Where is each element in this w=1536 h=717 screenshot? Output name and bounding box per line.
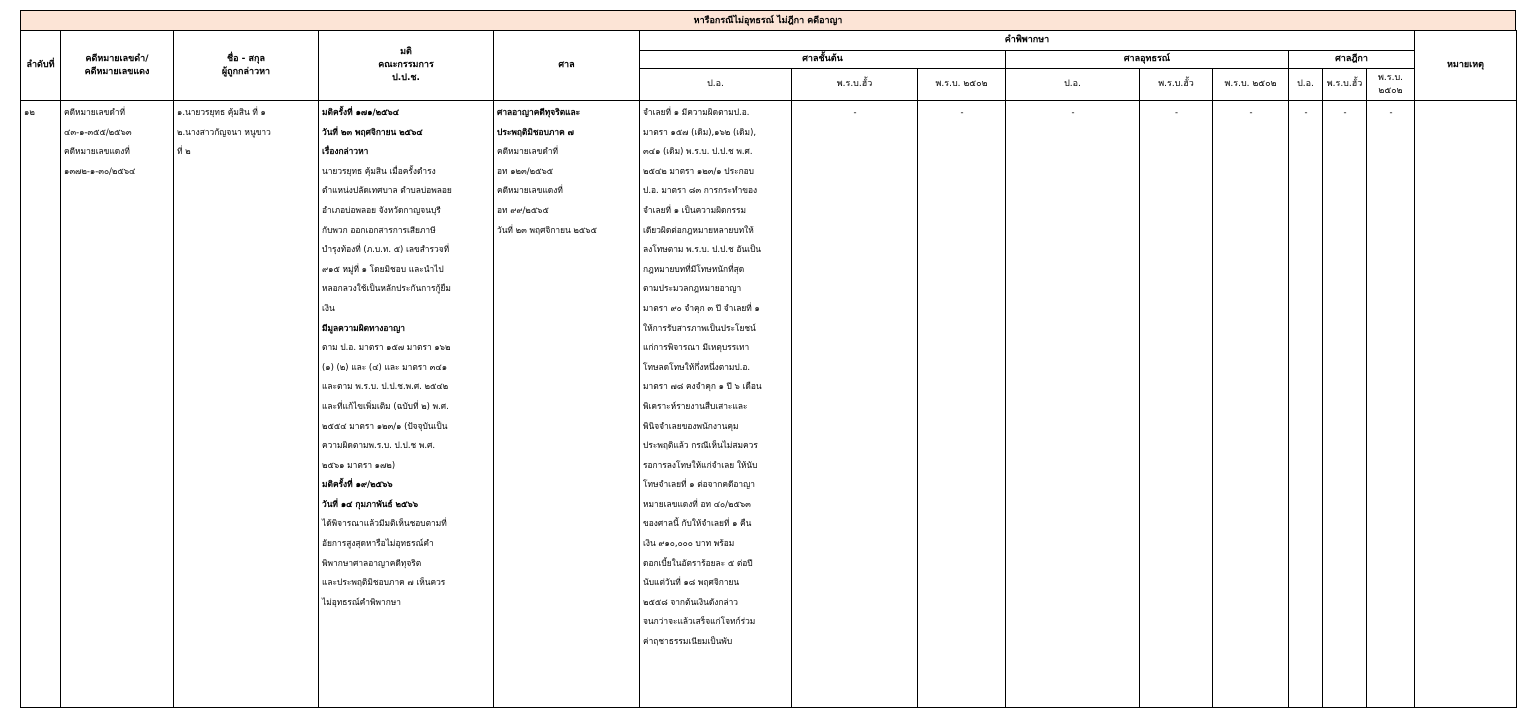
judgment-text-line: พิเคราะห์รายงานสืบเสาะและ — [643, 400, 748, 411]
judgment-text-line: ค่าฤชาธรรมเนียมเป็นพับ — [643, 636, 733, 647]
sheet-title: หารือกรณีไม่อุทธรณ์ ไม่ฎีกา คดีอาญา — [20, 10, 1516, 30]
judgment-text-line: มาตรา ๗๘ คงจำคุก ๑ ปี ๖ เดือน — [643, 381, 762, 392]
resolution-text-line: ไม่อุทธรณ์คำพิพากษา — [322, 596, 402, 607]
resolution-text-line: ๒๕๕๔ มาตรา ๑๒๓/๑ (ปัจจุบันเป็น — [322, 420, 448, 431]
judgment-text-line: โทษลดโทษให้กึ่งหนึ่งตามป.อ. — [643, 361, 751, 372]
resolution-text-line: มติครั้งที่ ๑๙/๒๕๖๖ — [322, 479, 393, 490]
judgment-text-line: ๒๕๕๘ จากต้นเงินดังกล่าว — [643, 596, 738, 607]
resolution-text-line: กับพวก ออกเอกสารการเสียภาษี — [322, 224, 436, 235]
cell-seq: ๑๒ — [21, 101, 61, 708]
judgment-text-line: ตามประมวลกฎหมายอาญา — [643, 283, 742, 294]
resolution-text-line: ๙๑๕ หมู่ที่ ๑ โดยมิชอบ และนำไป — [322, 263, 444, 274]
court-text-line: วันที่ ๒๓ พฤศจิกายน ๒๕๖๕ — [497, 224, 597, 235]
judgment-text-line: โทษจำเลยที่ ๑ ต่อจากคดีอาญา — [643, 479, 755, 490]
cell-appeal-pa: - — [1006, 101, 1140, 708]
judgment-text-line: ให้การรับสารภาพเป็นประโยชน์ — [643, 322, 756, 333]
header-case-no: คดีหมายเลขดำ/ คดีหมายเลขแดง — [61, 31, 174, 101]
court-text-line: คดีหมายเลขดำที่ — [497, 146, 559, 157]
judgment-text-line: เงิน ๙๑๐,๐๐๐ บาท พร้อม — [643, 538, 735, 549]
judgment-text-line: ลงโทษตาม พ.ร.บ. ป.ป.ช อันเป็น — [643, 244, 762, 255]
judgment-text-line: ดอกเบี้ยในอัตราร้อยละ ๕ ต่อปี — [643, 557, 753, 568]
resolution-text-line: บำรุงท้องที่ (ภ.บ.ท. ๕) เลขสำรวจที่ — [322, 244, 450, 255]
cell-court — [494, 101, 640, 708]
cell-case-no: คดีหมายเลขดำที่ ๔๓-๑-๓๕๕/๒๕๖๓ คดีหมายเลขแดงที่ ๑๓๗๒-๑-๓๐/๒๕๖๔ — [61, 101, 174, 708]
cell-supreme-pa: - — [1289, 101, 1323, 708]
resolution-text-line: เงิน — [322, 302, 335, 313]
judgment-text-line: แก่การพิจารณา มีเหตุบรรเทา — [643, 342, 750, 353]
header-seq: ลำดับที่ — [21, 31, 61, 101]
court-text-line: ประพฤติมิชอบภาค ๗ — [497, 126, 574, 137]
resolution-text-line: วันที่ ๒๓ พฤศจิกายน ๒๕๖๔ — [322, 126, 423, 137]
header-court-appeal: ศาลอุทธรณ์ — [1006, 51, 1289, 69]
spreadsheet — [20, 10, 1516, 708]
header-court-supreme: ศาลฎีกา — [1289, 51, 1415, 69]
court-text-line: คดีหมายเลขแดงที่ — [497, 185, 563, 196]
header-name: ชื่อ - สกุล ผู้ถูกกล่าวหา — [174, 31, 319, 101]
judgment-text-line: ของศาลนี้ กับให้จำเลยที่ ๑ คืน — [643, 518, 752, 529]
cell-appeal-2502: - — [1213, 101, 1289, 708]
judgment-text-line: ๓๔๑ (เดิม) พ.ร.บ. ป.ป.ช พ.ศ. — [643, 146, 753, 157]
judgment-text-line: พินิจจำเลยของพนักงานคุม — [643, 420, 739, 431]
resolution-text-line: วันที่ ๑๔ กุมภาพันธ์ ๒๕๖๖ — [322, 498, 419, 509]
judgment-text-line: นับแต่วันที่ ๑๘ พฤศจิกายน — [643, 577, 740, 588]
header-court: ศาล — [494, 31, 640, 101]
cell-resolution — [319, 101, 494, 708]
resolution-text-line: ได้พิจารณาแล้วมีมติเห็นชอบตามที่ — [322, 518, 447, 529]
resolution-text-line: มีมูลความผิดทางอาญา — [322, 322, 405, 333]
cell-supreme-bid: - — [1323, 101, 1367, 708]
judgment-text-line: จนกว่าจะแล้วเสร็จแก่โจทก์ร่วม — [643, 616, 756, 627]
judgment-text-line: จำเลยที่ ๑ เป็นความผิดกรรม — [643, 204, 747, 215]
judgment-text-line: มาตรา ๙๐ จำคุก ๓ ปี จำเลยที่ ๑ — [643, 302, 760, 313]
court-text-line: อท ๙๙/๒๕๖๕ — [497, 204, 549, 215]
header-first-pa: ป.อ. — [640, 69, 792, 101]
header-supreme-pa: ป.อ. — [1289, 69, 1323, 101]
judgment-text-line: มาตรา ๑๕๗ (เดิม),๑๖๒ (เดิม), — [643, 126, 756, 137]
cell-name: ๑.นายวรยุทธ คุ้มสิน ที่ ๑ ๒.นางสาวกัญจนา หนูขาว ที่ ๒ — [174, 101, 319, 708]
header-judgment: คำพิพากษา — [640, 31, 1415, 51]
cell-remark — [1415, 101, 1517, 708]
header-appeal-2502: พ.ร.บ. ๒๕๐๒ — [1213, 69, 1289, 101]
resolution-text-line: และประพฤติมิชอบภาค ๗ เห็นควร — [322, 577, 446, 588]
judgment-text-line: รอการลงโทษให้แก่จำเลย ให้นับ — [643, 459, 758, 470]
header-first-bid: พ.ร.บ.ฮั้ว — [792, 69, 918, 101]
resolution-text-line: เรื่องกล่าวหา — [322, 146, 369, 157]
header-supreme-2502: พ.ร.บ. ๒๕๐๒ — [1367, 69, 1415, 101]
resolution-text-line: หลอกลวงใช้เป็นหลักประกันการกู้ยืม — [322, 283, 451, 294]
resolution-text-line: อำเภอบ่อพลอย จังหวัดกาญจนบุรี — [322, 204, 441, 215]
header-remark: หมายเหตุ — [1415, 31, 1517, 101]
judgment-text-line: ป.อ. มาตรา ๘๓ การกระทำของ — [643, 185, 758, 196]
header-supreme-bid: พ.ร.บ.ฮั้ว — [1323, 69, 1367, 101]
cell-supreme-2502: - — [1367, 101, 1415, 708]
judgment-text-line: ประพฤติแล้ว กรณีเห็นไม่สมควร — [643, 440, 758, 451]
resolution-text-line: อัยการสูงสุดหารือไม่อุทธรณ์คำ — [322, 538, 434, 549]
case-table — [20, 30, 1517, 708]
court-text-line: อท ๑๒๓/๒๕๖๕ — [497, 165, 554, 176]
resolution-text-line: ๒๕๖๑ มาตรา ๑๗๒) — [322, 459, 396, 470]
header-resolution: มติ คณะกรรมการ ป.ป.ช. — [319, 31, 494, 101]
resolution-text-line: นายวรยุทธ คุ้มสิน เมื่อครั้งดำรง — [322, 165, 436, 176]
judgment-text-line: หมายเลขแดงที่ อท ๔๐/๒๕๖๓ — [643, 498, 751, 509]
resolution-text-line: มติครั้งที่ ๑๗๑/๒๕๖๔ — [322, 107, 400, 117]
judgment-text-line: ๒๕๔๒ มาตรา ๑๒๓/๑ ประกอบ — [643, 165, 754, 176]
judgment-text-line: กฎหมายบทที่มีโทษหนักที่สุด — [643, 263, 745, 274]
header-appeal-bid: พ.ร.บ.ฮั้ว — [1140, 69, 1213, 101]
resolution-text-line: (๑) (๒) และ (๔) และ มาตรา ๓๔๑ — [322, 361, 448, 372]
judgment-text-line: เดียวผิดต่อกฎหมายหลายบทให้ — [643, 224, 754, 235]
header-appeal-pa: ป.อ. — [1006, 69, 1140, 101]
judgment-text-line: จำเลยที่ ๑ มีความผิดตามป.อ. — [643, 107, 750, 117]
cell-appeal-bid: - — [1140, 101, 1213, 708]
resolution-text-line: ตำแหน่งปลัดเทศบาล ตำบลบ่อพลอย — [322, 185, 452, 196]
resolution-text-line: พิพากษาศาลอาญาคดีทุจริต — [322, 557, 422, 568]
header-first-2502: พ.ร.บ. ๒๕๐๒ — [918, 69, 1006, 101]
header-court-first: ศาลชั้นต้น — [640, 51, 1006, 69]
resolution-text-line: และที่แก้ไขเพิ่มเติม (ฉบับที่ ๒) พ.ศ. — [322, 400, 449, 411]
court-text-line: ศาลอาญาคดีทุจริตและ — [497, 107, 581, 117]
resolution-text-line: และตาม พ.ร.บ. ป.ป.ช.พ.ศ. ๒๕๔๒ — [322, 381, 449, 392]
resolution-text-line: ความผิดตามพ.ร.บ. ป.ป.ช พ.ศ. — [322, 440, 435, 451]
table-row — [21, 101, 1517, 708]
cell-first-pa — [640, 101, 792, 708]
cell-first-2502: - — [918, 101, 1006, 708]
cell-first-bid: - — [792, 101, 918, 708]
resolution-text-line: ตาม ป.อ. มาตรา ๑๕๗ มาตรา ๑๖๒ — [322, 342, 451, 353]
